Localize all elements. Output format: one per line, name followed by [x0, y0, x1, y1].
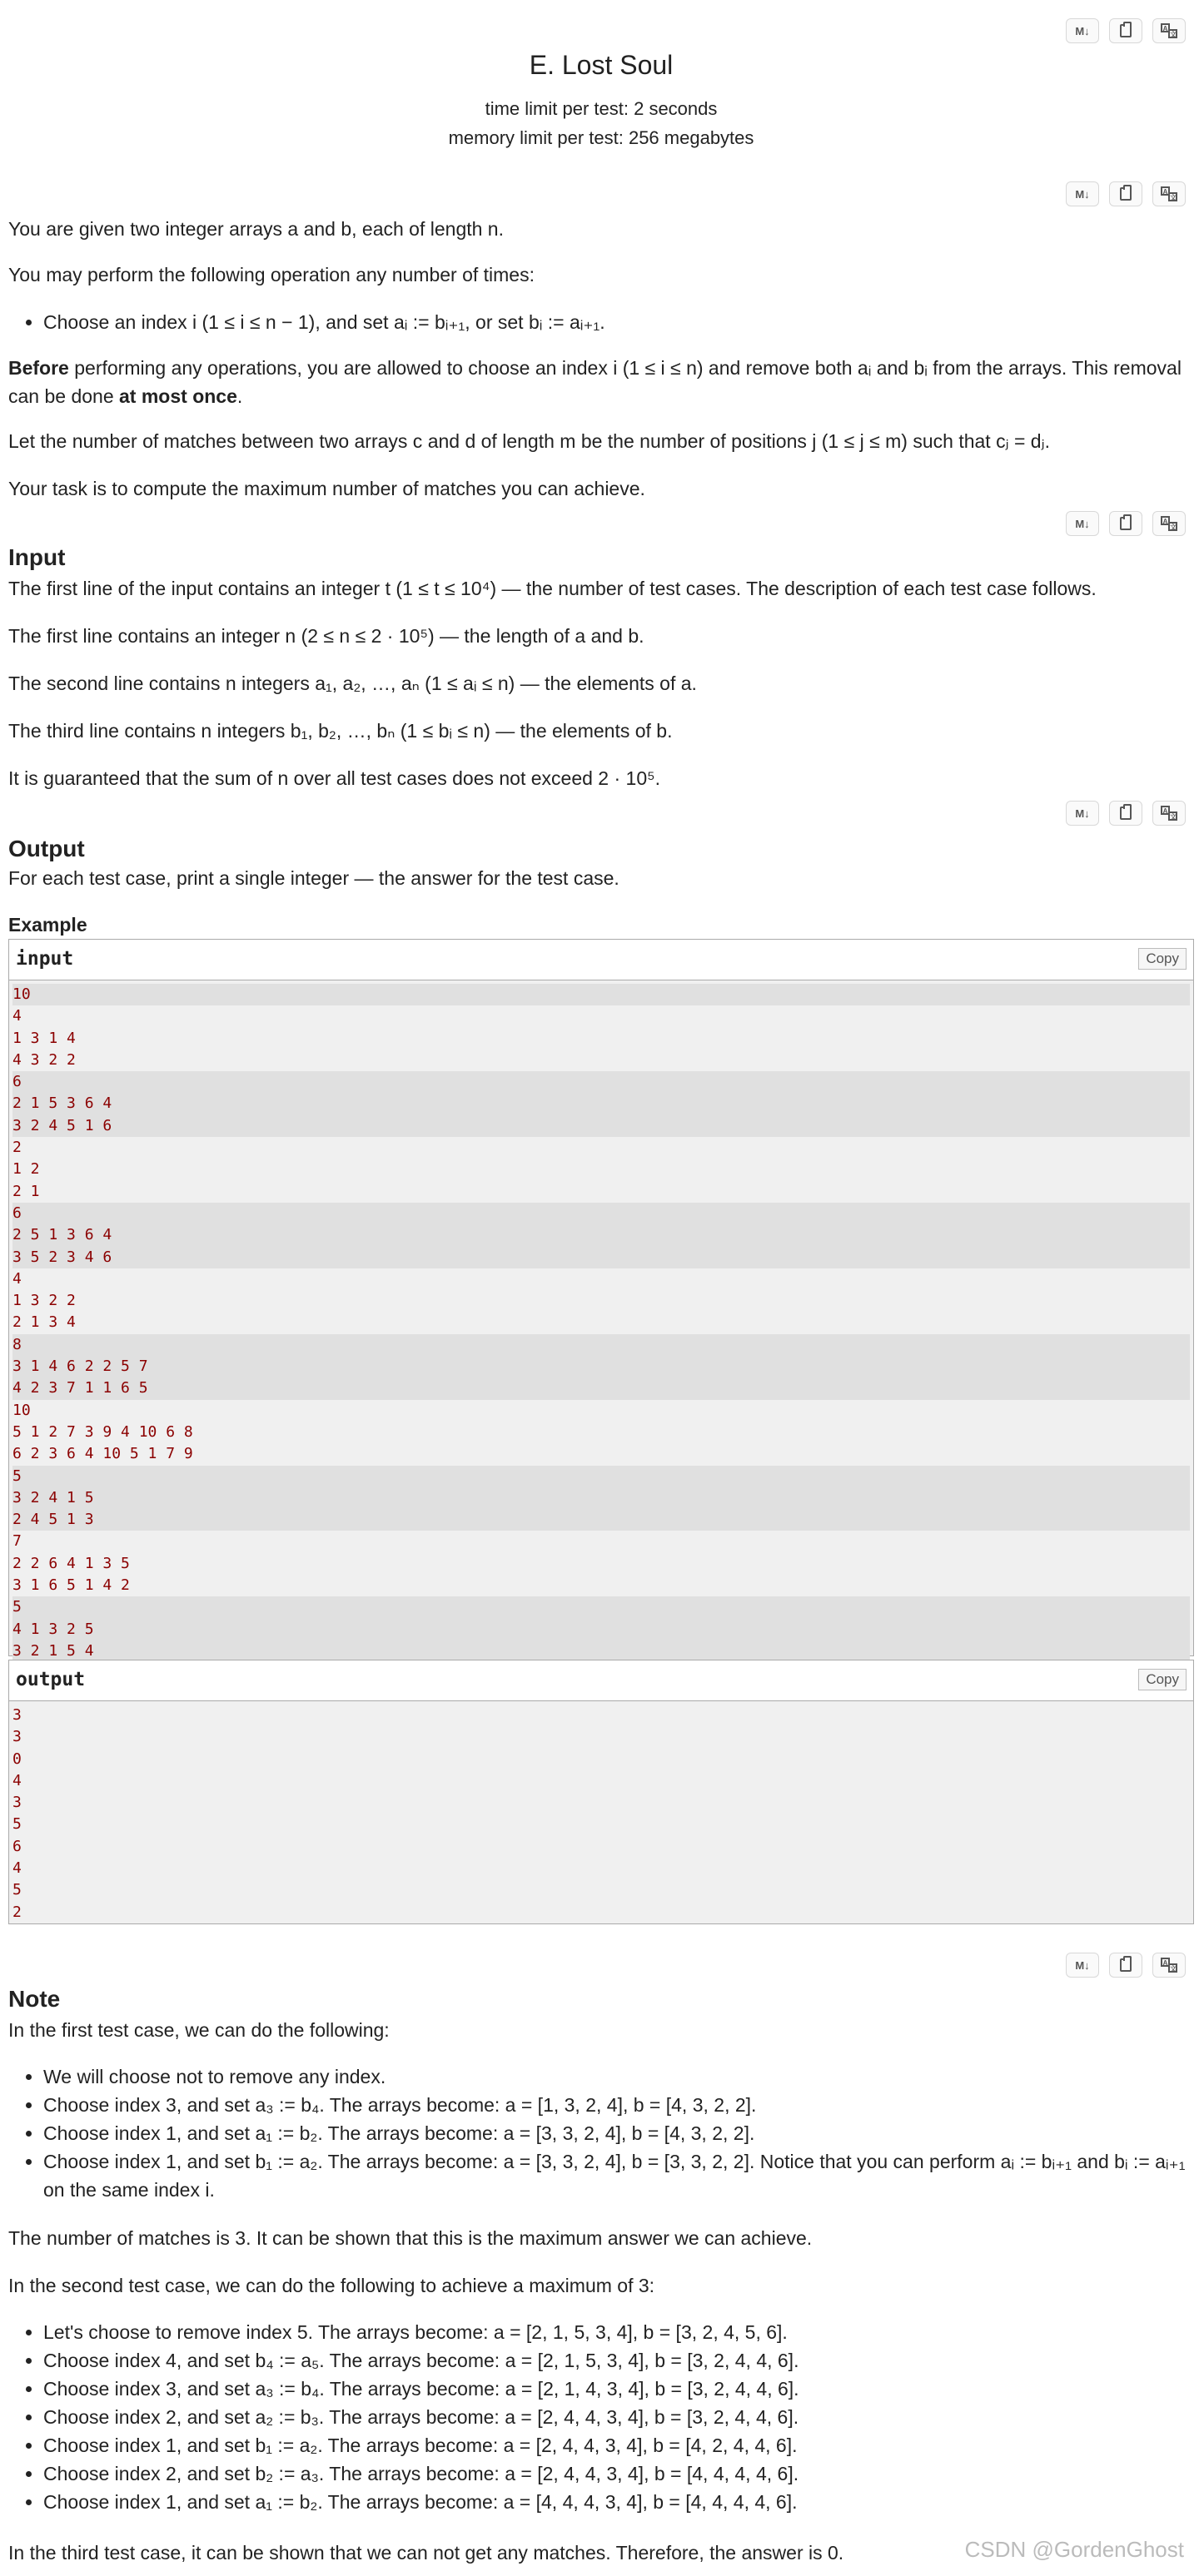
input-line: 6: [12, 1071, 1190, 1093]
input-line: 3 2 4 5 1 6: [12, 1115, 1190, 1137]
list-item: • Choose an index i (1 ≤ i ≤ n − 1), and set aᵢ := bᵢ₊₁, or set bᵢ := aᵢ₊₁.: [43, 308, 1192, 336]
input-line: 1 2: [12, 1160, 40, 1179]
case1-list: [8, 2062, 1192, 2204]
watermark: CSDN @GordenGhost: [964, 2537, 1184, 2562]
list-item: • Choose index 2, and set a₂ := b₃. The arrays become: a = [2, 4, 4, 3, 4], b = [3, 2, 4, 4, 6].: [43, 2403, 1192, 2431]
output-line: 3: [12, 1794, 22, 1812]
statement-p1: You are given two integer arrays a and b, each of length n.: [8, 218, 504, 240]
memory-limit: memory limit per test: 256 megabytes: [448, 127, 754, 148]
input-toolbar: [1066, 511, 1186, 536]
example-heading: Example: [8, 914, 87, 936]
input-line-4: The third line contains n integers b₁, b₂, …, bₙ (1 ≤ bᵢ ≤ n) — the elements of b.: [8, 720, 673, 742]
list-item: • Let's choose to remove index 5. The arrays become: a = [2, 1, 5, 3, 4], b = [3, 2, 4, 5, 6].: [43, 2318, 1192, 2346]
copy-output-button[interactable]: Copy: [1138, 1669, 1187, 1690]
input-line: 6 2 3 6 4 10 5 1 7 9: [12, 1445, 193, 1463]
statement-p2: You may perform the following operation any number of times:: [8, 264, 535, 285]
output-line: 0: [12, 1750, 22, 1768]
list-item: • Choose index 3, and set a₃ := b₄. The arrays become: a = [2, 1, 4, 3, 4], b = [3, 2, 4, 4, 6].: [43, 2375, 1192, 2403]
output-line: 5: [12, 1815, 22, 1834]
translate-icon[interactable]: A 文: [1152, 511, 1186, 536]
input-line: 4: [12, 1269, 22, 1288]
input-line: 10: [12, 984, 1190, 1005]
example-input-box: [8, 939, 1194, 1660]
statement-p4: Let the number of matches between two arrays c and d of length m be the number of positions j (1 ≤ j ≤ m) such that cⱼ = dⱼ.: [8, 430, 1051, 452]
markdown-icon[interactable]: M↓: [1066, 511, 1099, 536]
input-heading: Input: [8, 544, 66, 570]
input-line: 2 5 1 3 6 4: [12, 1224, 1190, 1246]
clipboard-icon[interactable]: [1109, 1953, 1142, 1978]
output-toolbar: [1066, 801, 1186, 826]
input-line-1: The first line of the input contains an integer t (1 ≤ t ≤ 10⁴) — the number of test cases. The description of each test case follows.: [8, 578, 1097, 599]
input-line: 5: [12, 1466, 1190, 1487]
list-item: • Choose index 4, and set b₄ := a₅. The arrays become: a = [2, 1, 5, 3, 4], b = [3, 2, 4, 4, 6].: [43, 2346, 1192, 2375]
input-line: 3 2 4 1 5: [12, 1487, 1190, 1509]
statement-toolbar: [1066, 181, 1186, 206]
clipboard-icon[interactable]: [1109, 18, 1142, 43]
case2-list: [8, 2318, 1192, 2516]
input-line: 6: [12, 1203, 1190, 1224]
example-output-box: [8, 1660, 1194, 1924]
example-output-header: [9, 1660, 1193, 1701]
input-line: 5: [12, 1596, 1190, 1618]
list-item: • Choose index 1, and set b₁ := a₂. The arrays become: a = [3, 3, 2, 4], b = [3, 3, 2, 2]. Notice that you can perform aᵢ := bᵢ₊₁ and bᵢ := aᵢ₊₁ on the same index i.: [43, 2147, 1192, 2204]
input-line: 2 2 6 4 1 3 5: [12, 1554, 130, 1572]
input-line: 3 1 4 6 2 2 5 7: [12, 1356, 1190, 1377]
note-after3: In the third test case, it can be shown that we can not get any matches. Therefore, the answer is 0.: [8, 2542, 844, 2564]
translate-icon[interactable]: A 文: [1152, 18, 1186, 43]
input-line: 10: [12, 1401, 31, 1419]
input-line: 4 2 3 7 1 1 6 5: [12, 1377, 1190, 1399]
example-input-code[interactable]: [9, 980, 1193, 1667]
input-line: 7: [12, 1532, 22, 1551]
header-toolbar: [1066, 18, 1186, 43]
input-line: 2 1 3 4: [12, 1313, 76, 1332]
note-heading: Note: [8, 1986, 61, 2012]
list-item: • Choose index 1, and set a₁ := b₂. The arrays become: a = [4, 4, 4, 3, 4], b = [4, 4, 4, 4, 6].: [43, 2488, 1192, 2516]
list-item: • Choose index 2, and set b₂ := a₃. The arrays become: a = [2, 4, 4, 3, 4], b = [4, 4, 4, 4, 6].: [43, 2459, 1192, 2488]
output-line: 3: [12, 1706, 22, 1724]
list-item: • Choose index 1, and set b₁ := a₂. The arrays become: a = [2, 4, 4, 3, 4], b = [4, 2, 4, 4, 6].: [43, 2431, 1192, 2459]
input-line: 4: [12, 1007, 22, 1025]
input-line: 8: [12, 1334, 1190, 1356]
copy-input-button[interactable]: Copy: [1138, 948, 1187, 970]
input-line: 2: [12, 1139, 22, 1157]
output-line: 2: [12, 1903, 22, 1921]
input-line: 2 1: [12, 1182, 40, 1200]
output-label: output: [16, 1669, 86, 1690]
input-line: 3 1 6 5 1 4 2: [12, 1576, 130, 1595]
markdown-icon[interactable]: M↓: [1066, 1953, 1099, 1978]
example-input-header: [9, 940, 1193, 980]
markdown-icon[interactable]: M↓: [1066, 181, 1099, 206]
input-label: input: [16, 948, 74, 970]
statement-p5: Your task is to compute the maximum number of matches you can achieve.: [8, 478, 645, 499]
list-item: • Choose index 1, and set a₁ := b₂. The arrays become: a = [3, 3, 2, 4], b = [4, 3, 2, 2].: [43, 2119, 1192, 2147]
output-line: 5: [12, 1881, 22, 1899]
operation-list: [8, 308, 1192, 336]
input-line-3: The second line contains n integers a₁, a₂, …, aₙ (1 ≤ aᵢ ≤ n) — the elements of a.: [8, 673, 697, 694]
markdown-icon[interactable]: M↓: [1066, 801, 1099, 826]
input-line: 1 3 2 2: [12, 1292, 76, 1310]
output-line: 6: [12, 1837, 22, 1855]
input-line: 1 3 1 4: [12, 1029, 76, 1047]
list-item: • We will choose not to remove any index.: [43, 2062, 1192, 2091]
note-toolbar: [1066, 1953, 1186, 1978]
time-limit: time limit per test: 2 seconds: [485, 98, 718, 119]
input-line: 2 4 5 1 3: [12, 1509, 1190, 1531]
translate-icon[interactable]: A 文: [1152, 801, 1186, 826]
clipboard-icon[interactable]: [1109, 181, 1142, 206]
input-line: 3 2 1 5 4: [12, 1640, 1190, 1662]
clipboard-icon[interactable]: [1109, 801, 1142, 826]
problem-title: E. Lost Soul: [529, 50, 674, 80]
input-line-5: It is guaranteed that the sum of n over all test cases does not exceed 2 · 10⁵.: [8, 767, 661, 789]
note-intro: In the first test case, we can do the following:: [8, 2019, 390, 2041]
translate-icon[interactable]: A 文: [1152, 181, 1186, 206]
note-after1: The number of matches is 3. It can be shown that this is the maximum answer we can achieve.: [8, 2227, 813, 2249]
output-line: 3: [12, 1728, 22, 1746]
input-line: 5 1 2 7 3 9 4 10 6 8: [12, 1422, 193, 1441]
markdown-icon[interactable]: M↓: [1066, 18, 1099, 43]
output-line: 4: [12, 1771, 22, 1789]
statement-p3: Before performing any operations, you are allowed to choose an index i (1 ≤ i ≤ n) and remove both aᵢ and bᵢ from the arrays. This removal can be done at most once.: [8, 357, 1182, 407]
list-item: • Choose index 3, and set a₃ := b₄. The arrays become: a = [1, 3, 2, 4], b = [4, 3, 2, 2].: [43, 2091, 1192, 2119]
input-line: 2 1 5 3 6 4: [12, 1093, 1190, 1114]
note-intro2: In the second test case, we can do the following to achieve a maximum of 3:: [8, 2275, 655, 2296]
input-line: 4 1 3 2 5: [12, 1619, 1190, 1640]
output-line: 4: [12, 1859, 22, 1878]
translate-icon[interactable]: A 文: [1152, 1953, 1186, 1978]
output-heading: Output: [8, 836, 85, 861]
output-line-1: For each test case, print a single integer — the answer for the test case.: [8, 867, 619, 889]
clipboard-icon[interactable]: [1109, 511, 1142, 536]
example-output-code[interactable]: [9, 1701, 1193, 1928]
input-line: 4 3 2 2: [12, 1050, 76, 1069]
input-line-2: The first line contains an integer n (2 ≤ n ≤ 2 · 10⁵) — the length of a and b.: [8, 625, 644, 647]
input-line: 3 5 2 3 4 6: [12, 1247, 1190, 1268]
